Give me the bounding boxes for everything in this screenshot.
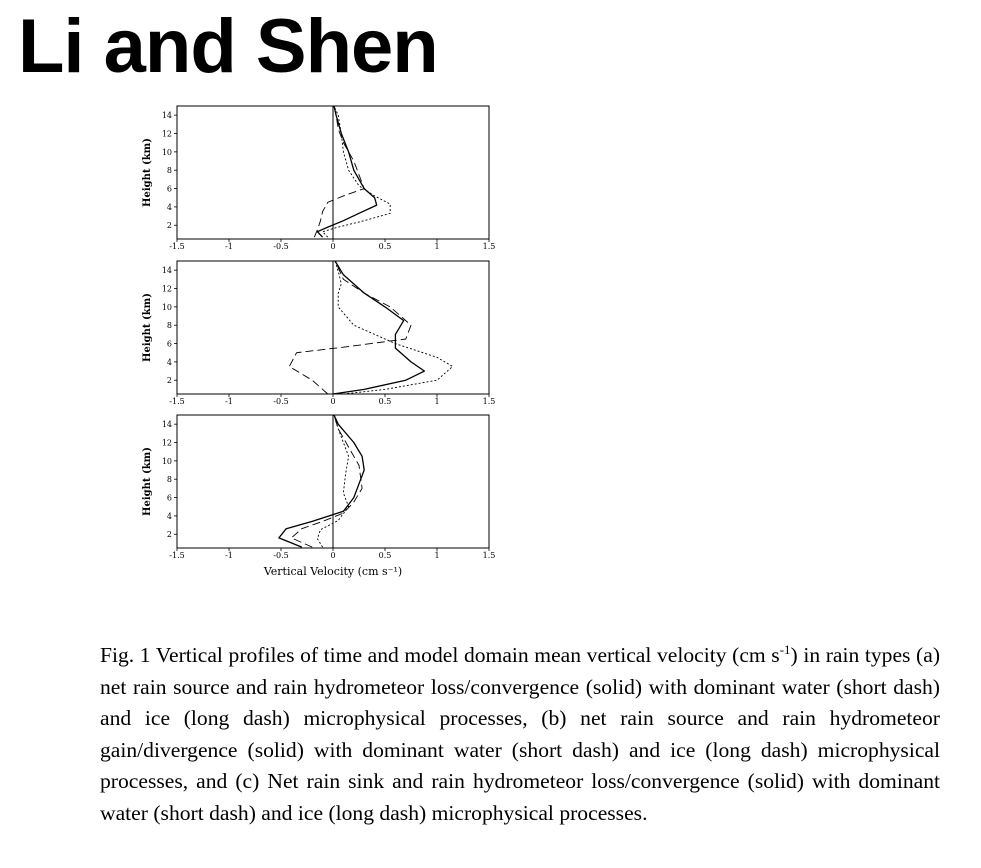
- figure-caption: [100, 640, 940, 829]
- caption-superscript: -1: [779, 641, 791, 657]
- panel-3-y-tick-label: 8: [166, 475, 172, 485]
- panel-3-y-tick-label: 2: [166, 530, 172, 540]
- panel-2-y-axis-title: Height (km): [142, 293, 153, 362]
- panel-3-long-dash-series: [291, 415, 362, 547]
- panel-2-x-tick-label: 0: [330, 397, 336, 406]
- panel-1-y-tick-label: 4: [166, 202, 172, 212]
- panel-3-x-tick-label: 0.5: [378, 551, 392, 560]
- panel-1-y-tick-label: 8: [166, 166, 172, 176]
- panel-2-short-dash-series: [335, 261, 453, 394]
- panel-1-x-tick-label: -0.5: [273, 242, 289, 251]
- panel-3-x-tick-label: -0.5: [273, 551, 289, 560]
- panel-3-y-axis-title: Height (km): [142, 447, 153, 516]
- panel-2-x-tick-label: 0.5: [378, 397, 392, 406]
- panel-2-y-tick-label: 6: [166, 339, 172, 349]
- panel-3-y-tick-label: 14: [161, 420, 172, 430]
- panel-1-x-tick-label: 0.5: [378, 242, 392, 251]
- panel-2-x-tick-label: -1: [225, 397, 233, 406]
- panel-1-x-tick-label: 1: [434, 242, 440, 251]
- panel-2-x-tick-label: 1.5: [482, 397, 496, 406]
- caption-rest: ) in rain types (a) net rain source and rain hydrometeor loss/convergence (solid) with dominant water (short dash) and ice (long dash) microphysical processes, (b) net rain source and rain hydrometeor gain/divergence (solid) with dominant water (short dash) and ice (long dash) microphysical processes, and (c) Net rain sink and rain hydrometeor loss/convergence (solid) with dominant water (short dash) and ice (long dash) microphysical processes.: [100, 643, 941, 825]
- caption-lead: Fig. 1 Vertical profiles of time and model domain mean vertical velocity (cm s: [100, 643, 780, 667]
- panel-1-solid-series: [317, 106, 376, 237]
- panel-3-x-axis-title: Vertical Velocity (cm s⁻¹): [263, 565, 403, 578]
- panel-3-x-tick-label: -1.5: [169, 551, 185, 560]
- panel-2-x-tick-label: 1: [434, 397, 440, 406]
- panel-2-x-tick-label: -0.5: [273, 397, 289, 406]
- panel-1-x-tick-label: -1.5: [169, 242, 185, 251]
- panel-2-y-tick-label: 2: [166, 376, 172, 386]
- panel-1-y-tick-label: 12: [161, 129, 172, 139]
- panel-3-y-tick-label: 12: [161, 438, 172, 448]
- panel-1-x-tick-label: -1: [225, 242, 233, 251]
- panel-2-y-tick-label: 4: [166, 357, 172, 367]
- panel-1-y-tick-label: 2: [166, 221, 172, 231]
- panel-2-solid-series: [333, 261, 425, 394]
- panel-2-y-tick-label: 12: [161, 284, 172, 294]
- panel-3-y-tick-label: 4: [166, 511, 172, 521]
- panel-2-y-tick-label: 14: [161, 266, 172, 276]
- panel-3-x-tick-label: 1.5: [482, 551, 496, 560]
- panel-3-y-tick-label: 10: [161, 456, 172, 466]
- panel-3-solid-series: [279, 415, 364, 547]
- panel-1-x-tick-label: 1.5: [482, 242, 496, 251]
- panel-2-x-tick-label: -1.5: [169, 397, 185, 406]
- panel-1-y-tick-label: 6: [166, 184, 172, 194]
- panel-3-x-tick-label: -1: [225, 551, 233, 560]
- panel-3-y-tick-label: 6: [166, 493, 172, 503]
- panel-3-x-tick-label: 0: [330, 551, 336, 560]
- panel-1-x-tick-label: 0: [330, 242, 336, 251]
- panel-1-y-tick-label: 10: [161, 147, 172, 157]
- panel-2-y-tick-label: 8: [166, 321, 172, 331]
- panel-1-y-axis-title: Height (km): [142, 138, 153, 207]
- panel-1-y-tick-label: 14: [161, 111, 172, 121]
- panel-3-x-tick-label: 1: [434, 551, 440, 560]
- slide-title: Li and Shen: [18, 4, 438, 89]
- panel-2-y-tick-label: 10: [161, 302, 172, 312]
